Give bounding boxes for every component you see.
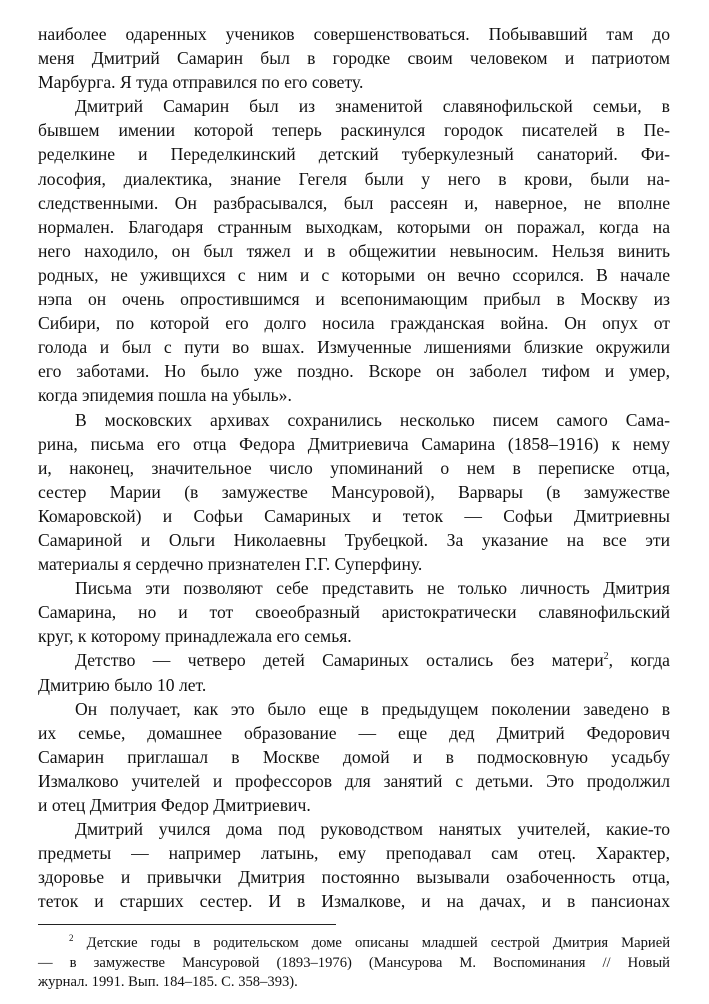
text-line [38, 673, 670, 697]
line-text: следственными. Он разбрасывался, был рассеян и, наверное, не вполне [38, 192, 670, 213]
text-line [38, 94, 670, 118]
text-line [38, 215, 670, 239]
line-text: Детские годы в родительском доме описаны младшей сестрой Дмитрия Марией [86, 935, 670, 951]
line-text: их семье, домашнее образование — еще дед Дмитрий Федорович [38, 722, 670, 743]
line-text: Самарина, но и тот своеобразный аристократически славянофильский [38, 602, 670, 623]
line-text: наиболее одаренных учеников совершенствоваться. Побывавший там до [38, 24, 670, 44]
text-line [38, 46, 670, 70]
line-text: ределкине и Переделкинский детский туберкулезный санаторий. Фи- [38, 144, 670, 165]
line-text: родных, не уживщихся с ним и с которыми он вечно ссорился. В начале [38, 264, 670, 285]
line-text: лософия, диалектика, знание Гегеля были у него в крови, были на- [38, 168, 670, 189]
text-line [38, 954, 670, 974]
line-text: и отец Дмитрия Федор Дмитриевич. [38, 795, 311, 815]
text-line [38, 263, 670, 287]
text-line [38, 456, 670, 480]
line-text: предметы — например латынь, ему преподавал сам отец. Характер, [38, 843, 670, 864]
footnote-reference[interactable]: 2 [603, 651, 609, 663]
line-text: Самарин приглашал в Москве домой и в подмосковную усадьбу [38, 746, 670, 767]
line-text: Марбурга. Я туда отправился по его совету. [38, 72, 364, 93]
text-line [38, 552, 670, 576]
text-line [38, 287, 670, 311]
text-line [38, 745, 670, 769]
line-text: голода и был с пути во вшах. Измученные лишениями близкие окружили [38, 337, 670, 358]
text-line [38, 841, 670, 865]
line-text: и, наконец, значительное число упоминаний о нем в переписке отца, [38, 457, 670, 478]
text-line [38, 432, 670, 456]
text-line [38, 528, 670, 552]
text-line [38, 191, 670, 215]
line-text: меня Дмитрий Самарин был в городке своим человеком и патриотом [38, 48, 670, 69]
text-line [38, 70, 670, 94]
line-text: материалы я сердечно признателен Г.Г. Суперфину. [38, 554, 423, 575]
text-line [38, 335, 670, 359]
text-line [38, 793, 670, 817]
text-line [38, 383, 670, 407]
line-text: круг, к которому принадлежала его семья. [38, 626, 352, 647]
text-line [38, 142, 670, 166]
line-text: Дмитрий учился дома под руководством нанятых учителей, какие-то [75, 819, 670, 840]
line-text: Детство — четверо детей Самариных остались без матери [75, 650, 604, 671]
text-line [38, 769, 670, 793]
text-line [38, 118, 670, 142]
line-text: бывшем имении которой теперь раскинулся городок писателей в Пе- [38, 120, 670, 141]
text-line [38, 311, 670, 335]
text-line [38, 239, 670, 263]
line-text: журнал. 1991. Вып. 184–185. С. 358–393). [38, 974, 298, 990]
line-text: Комаровской) и Софьи Самариных и теток — Софьи Дмитриевны [38, 505, 670, 526]
line-text: — в замужестве Мансуровой (1893–1976) (Мансурова М. Воспоминания // Новый [38, 954, 670, 971]
line-text: Сибири, по которой его долго носила гражданская война. Он опух от [38, 313, 670, 334]
text-line [38, 22, 670, 46]
footnote [38, 934, 670, 993]
line-text: Дмитрию было 10 лет. [38, 674, 207, 695]
line-text: рина, письма его отца Федора Дмитриевича Самарина (1858–1916) к нему [38, 433, 670, 454]
line-text: В московских архивах сохранились несколько писем самого Сама- [75, 409, 670, 430]
text-line [38, 934, 670, 954]
line-text: его заботами. Но было уже поздно. Вскоре он заболел тифом и умер, [38, 361, 670, 382]
page-body [38, 22, 670, 913]
text-line [38, 576, 670, 600]
line-text-after: , когда [608, 650, 670, 671]
footnote-marker: 2 [69, 933, 74, 943]
line-text: здоровье и привычки Дмитрия постоянно вызывали озабоченность отца, [38, 867, 670, 888]
text-line [38, 648, 670, 672]
text-line [38, 697, 670, 721]
line-text: Измалково учителей и профессоров для занятий с детьми. Это продолжил [38, 770, 670, 791]
text-line [38, 624, 670, 648]
line-text: нормален. Благодаря странным выходкам, которыми он поражал, когда на [38, 216, 670, 237]
line-text: него находило, он был тяжел и в общежитии невыносим. Нельзя винить [38, 240, 670, 261]
line-text: Дмитрий Самарин был из знаменитой славянофильской семьи, в [75, 96, 670, 117]
line-text: когда эпидемия пошла на убыль». [38, 385, 292, 406]
text-line [38, 721, 670, 745]
text-line [38, 359, 670, 383]
line-text: нэпа он очень опростившимся и всепонимающим прибыл в Москву из [38, 289, 670, 310]
text-line [38, 973, 670, 993]
text-line [38, 504, 670, 528]
line-text: Он получает, как это было еще в предыдущем поколении заведено в [75, 698, 670, 719]
text-line [38, 480, 670, 504]
text-line [38, 889, 670, 913]
line-text: теток и старших сестер. И в Измалкове, и на дачах, и в пансионах [38, 891, 670, 912]
line-text: Письма эти позволяют себе представить не только личность Дмитрия [75, 578, 670, 599]
text-line [38, 600, 670, 624]
footnote-divider [38, 924, 336, 925]
text-line [38, 865, 670, 889]
line-text: сестер Марии (в замужестве Мансуровой), Варвары (в замужестве [38, 481, 670, 502]
text-line [38, 408, 670, 432]
text-line [38, 167, 670, 191]
text-line [38, 817, 670, 841]
line-text: Самариной и Ольги Николаевны Трубецкой. За указание на все эти [38, 529, 670, 550]
